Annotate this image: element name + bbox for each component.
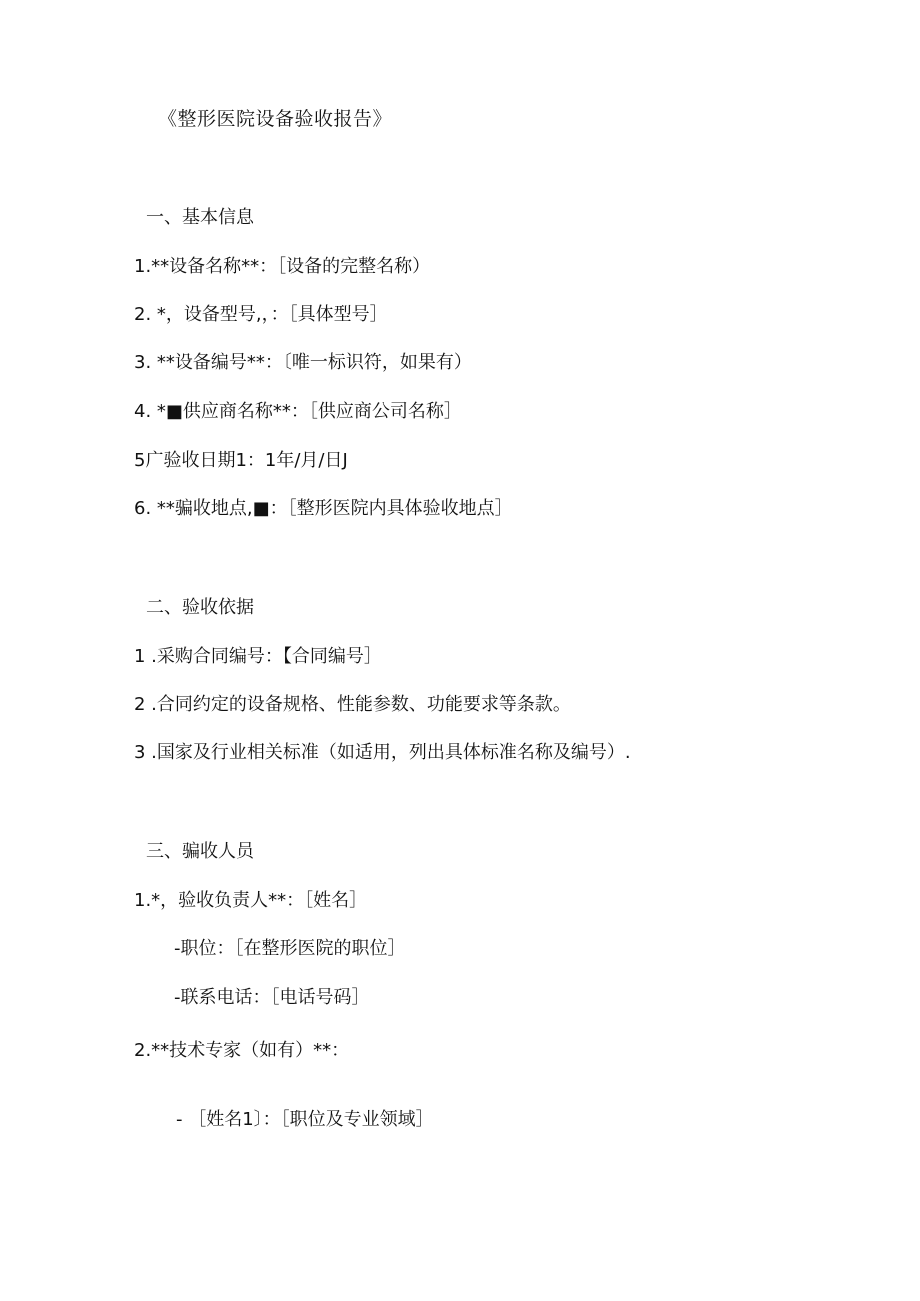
list-item: 1.*，验收负责人**：［姓名］ <box>134 890 368 911</box>
list-item: 2. *，设备型号,，：［具体型号］ <box>134 304 388 325</box>
document-title: 《整形医院设备验收报告》 <box>158 108 393 130</box>
list-item: 1.**设备名称**：［设备的完整名称） <box>134 256 431 277</box>
list-item: 5广验收日期1：1年/月/日J <box>134 450 348 471</box>
section-heading-basic-info: 一、基本信息 <box>146 207 254 228</box>
section-heading-acceptance-basis: 二、验收依据 <box>146 597 254 618</box>
list-item: 2 .合同约定的设备规格、性能参数、功能要求等条款。 <box>134 694 571 715</box>
list-subitem: - ［姓名1〕：［职位及专业领域］ <box>176 1109 434 1130</box>
section-heading-acceptance-personnel: 三、骗收人员 <box>146 841 254 862</box>
list-item: 6. **骗收地点,■：［整形医院内具体验收地点］ <box>134 498 513 519</box>
list-subitem: -职位：［在整形医院的职位］ <box>174 938 406 959</box>
list-item: 3. **设备编号**：〔唯一标识符，如果有） <box>134 352 472 373</box>
list-item: 4. *■供应商名称**：［供应商公司名称］ <box>134 401 462 422</box>
list-item: 2.**技术专家（如有）**： <box>134 1040 350 1061</box>
list-item: 1 .采购合同编号：【合同编号］ <box>134 646 382 667</box>
list-subitem: -联系电话：［电话号码］ <box>174 987 370 1008</box>
list-item: 3 .国家及行业相关标准（如适用，列出具体标准名称及编号）. <box>134 742 631 763</box>
